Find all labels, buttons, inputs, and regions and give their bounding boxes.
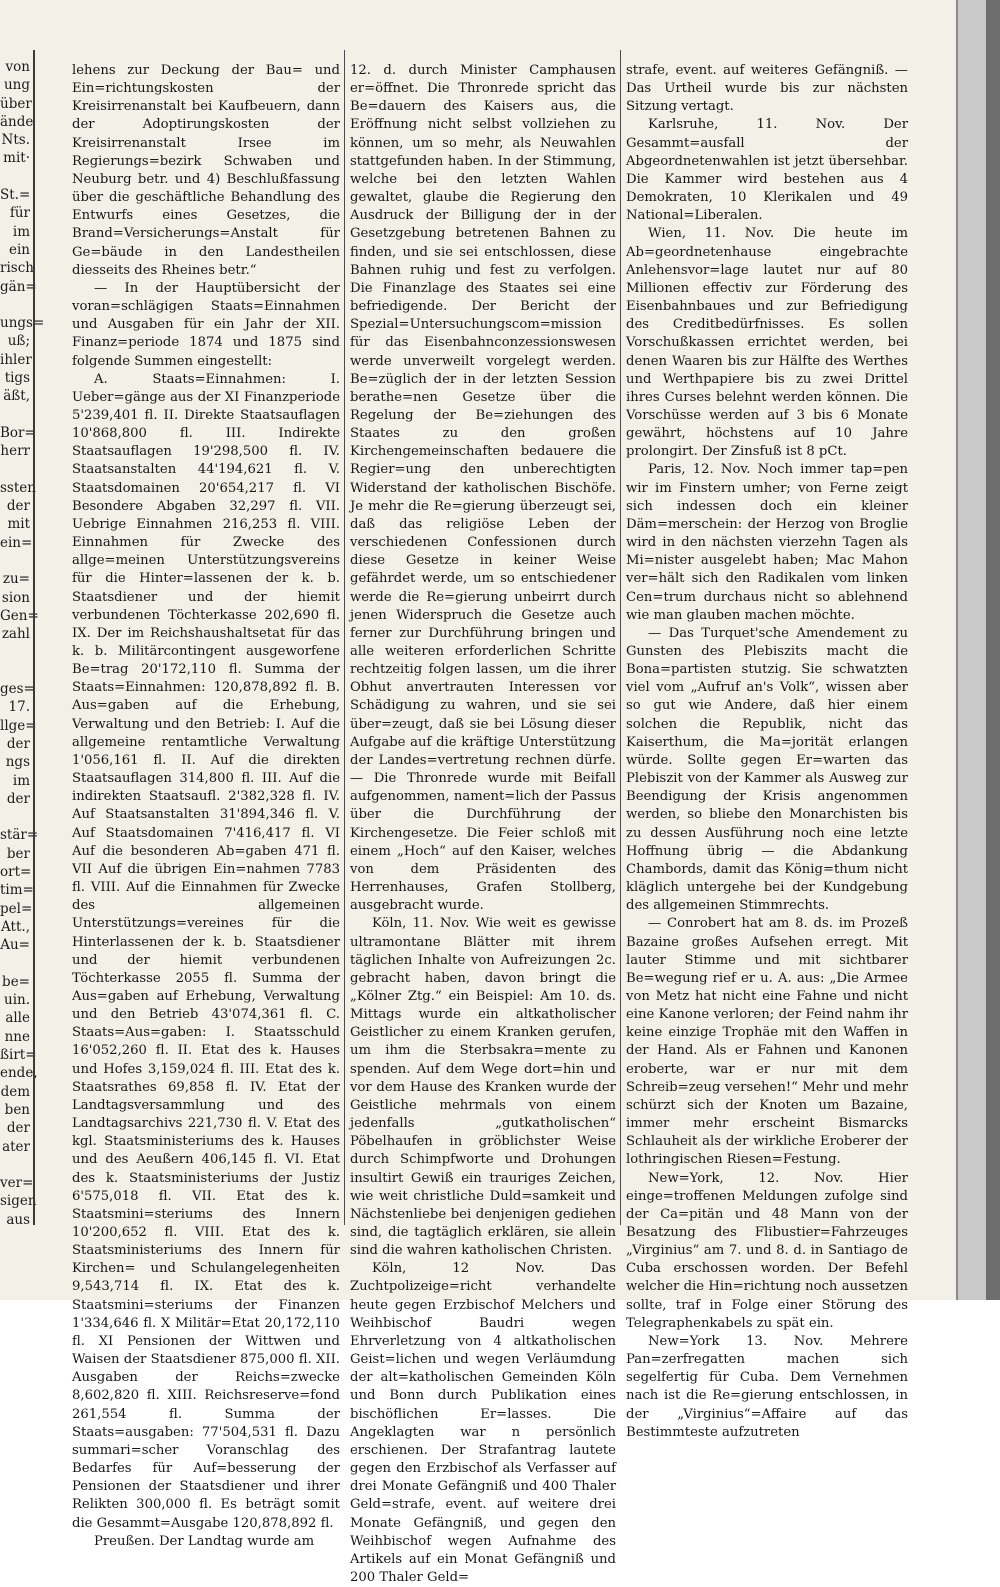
article-paragraph: Wien, 11. Nov. Die heute im Ab=geordnetenhause eingebrachte Anlehensvor=lage lautet nur auf 80 Millionen effectiv zur Förderung des Eisenbahnbaues und zur Befriedigung des Creditbedürfnisses. Es sollen Vorschußkassen errichtet werden, bei denen Waaren bis zur Hälfte des Werthes und Werthpapiere bis zu zwei Drittel ihres Curses belehnt werden können. Die Vorschüsse werden auf 3 bis 6 Monate gewährt, höchstens auf 10 Jahre prolongirt. Der Zinsfuß ist 8 pCt. — [626, 226, 908, 460]
left-fragment-line: alle — [5, 1010, 30, 1027]
left-fragment-line: über — [0, 95, 32, 112]
left-fragment-line: ungs= — [0, 315, 45, 332]
left-fragment-line: St.= — [0, 187, 31, 204]
left-fragment-line — [0, 406, 30, 424]
left-fragment-line: be= — [2, 973, 30, 990]
article-paragraph: A. Staats=Einnahmen: I. Ueber=gänge aus der XI Finanzperiode 5'239,401 fl. II. Direkte Staatsauflagen 10'868,800 fl. III. Indirekte Staatsauflagen 19'298,500 fl. IV. Staatsanstalten 44'194,621 fl. V. Staatsdomainen 20'654,217 fl. VI Besondere Abgaben 32,297 fl. VII. Uebrige Einnahmen 216,253 fl. VIII. Einnahmen für Zwecke des allge=meinen Unterstützungsvereins für die Hinter=lassenen der k. b. Staatsdiener und der hiemit verbundenen Töchterkasse 202,690 fl. IX. Der im Reichshaushaltsetat für das k. b. Militärcontingent ausgeworfene Be=trag 20'172,110 fl. Summa der Staats=Einnahmen: 120,878,892 fl. B. Aus=gaben auf die Erhebung, Verwaltung und den Betrieb: I. Auf die allgemeine rentamtliche Verwaltung 1'056,161 fl. II. Auf die direkten Staatsauflagen 314,800 fl. III. Auf die indirekten Staatsaufl. 2'382,328 fl. IV. Auf Staatsanstalten 31'894,346 fl. V. Auf Staatsdomainen 7'416,417 fl. VI Auf die besonderen Ab=gaben 471 fl. VII Auf die übrigen Ein=nahmen 7783 fl. VIII. Auf die Einnahmen für Zwecke des allgemeinen Unterstützungs=vereines für die Hinterlassenen der k. b. Staatsdiener und der hiemit verbundenen Töchterkasse 2055 fl. Summa der Aus=gaben auf Erhebung, Verwaltung und den Betrieb 43'074,361 fl. C. Staats=Aus=gaben: I. Staatsschuld 16'052,260 fl. II. Etat des k. Hauses und Hofes 3,159,024 fl. III. Etat des k. Staatsrathes 69,858 fl. IV. Etat der Landtagsversammlung und des Landtagsarchivs 221,730 fl. V. Etat des kgl. Staatsministeriums des k. Hauses und des Aeußern 406,145 fl. VI. Etat des k. Staatsministeriums der Justiz 6'575,018 fl. VII. Etat des k. Staatsmini=steriums des Innern 10'200,652 fl. VIII. Etat des k. Staatsministeriums des Innern für Kirchen= und Schulangelegenheiten 9,543,714 fl. IX. Etat des k. Staatsmini=steriums der Finanzen 1'334,646 fl. X Militär=Etat 20,172,110 fl. XI Pensionen der Wittwen und Waisen der Staatsdiener 875,000 fl. XII. Ausgaben der Reichs=zwecke 8,602,820 fl. XIII. Reichsreserve=fond 261,554 fl. Summa der Staats=ausgaben: 77'504,531 fl. Dazu summari=scher Voranschlag des Bedarfes für Auf=besserung der Pensionen der Staatsdiener und ihrer Relikten 300,000 fl. Es beträgt somit die Gesammt=Ausgabe 120,878,892 fl. — [72, 371, 340, 1531]
left-fragment-line: ater — [2, 1138, 30, 1155]
left-fragment-line: von — [5, 59, 30, 75]
left-fragment-line: mit· — [3, 150, 30, 167]
left-fragment-line — [0, 1156, 30, 1174]
left-fragment-line: gän= — [0, 278, 37, 295]
left-fragment-line: aus — [6, 1211, 30, 1228]
left-fragment-line: ges= — [0, 681, 35, 698]
article-paragraph: — Das Turquet'sche Amendement zu Gunsten des Plebiszits macht die Bona=partisten stutzig. Sie schwatzten viel vom „Aufruf an's Volk“, wissen aber so gut wie Andere, daß hier einem solchen die Republik, nicht das Kaiserthum, die Ma=jorität erlangen würde. Sollte gegen Er=warten das Plebiszit von der Kammer als Ausweg zur Beendigung der Krisis angenommen werden, so bliebe den Monarchisten bis zu dessen Ausführung noch eine letzte Hoffnung übrig — die Abdankung Chambords, damit das König=thum nicht kläglich untergehe bei der Kundgebung des allgemeinen Stimmrechts. — [626, 625, 908, 914]
left-fragment-line: im — [12, 772, 30, 789]
left-column-rule — [33, 50, 35, 1225]
left-fragment-line: tim= — [0, 882, 34, 899]
left-fragment-line — [0, 662, 30, 680]
article-paragraph: New=York, 12. Nov. Hier einge=troffenen Meldungen zufolge sind der Ca=pitän und 48 Mann von der Besatzung des Flibustier=Fahrzeuges „Virginius“ am 7. und 8. d. in Santiago de Cuba erschossen worden. Der Befehl welcher die Hin=richtung noch aussetzen sollte, traf in Folge einer Störung des Telegraphenkabels zu spät ein. — [626, 1170, 908, 1331]
left-fragment-line: der — [6, 735, 30, 752]
left-fragment-line — [0, 552, 30, 570]
left-fragment-line — [0, 644, 30, 662]
left-fragment-line: tigs — [4, 370, 30, 387]
left-fragment-line: zu= — [2, 571, 30, 588]
left-fragment-line: der — [6, 498, 30, 515]
left-fragment-line: ssten — [0, 479, 36, 496]
article-column-2 — [350, 62, 616, 1585]
left-fragment-line: dem — [0, 1083, 30, 1100]
article-paragraph: strafe, event. auf weiteres Gefängniß. — Das Urtheil wurde bis zur nächsten Sitzung vertagt. — [626, 63, 908, 115]
left-fragment-line: ein= — [0, 534, 33, 551]
left-fragment-line — [0, 296, 30, 314]
left-fragment-line: äßt, — [3, 388, 30, 405]
page-edge-shadow — [956, 0, 1000, 1300]
left-fragment-line: Au= — [0, 937, 30, 954]
left-fragment-line: ver= — [0, 1175, 34, 1192]
left-fragment-line: risch — [0, 260, 34, 277]
article-paragraph: Preußen. Der Landtag wurde am — [94, 1533, 315, 1549]
article-paragraph: — In der Hauptübersicht der voran=schlägigen Staats=Einnahmen und Ausgaben für ein Jahr der XII. Finanz=periode 1874 und 1875 sind folgende Summen eingestellt: — [72, 280, 340, 369]
left-fragment-line: im — [12, 223, 30, 240]
left-fragment-line: ßirt= — [0, 1047, 37, 1064]
left-fragment-line: uin. — [4, 992, 30, 1009]
left-fragment-line: der — [6, 1120, 30, 1137]
article-paragraph: Köln, 11. Nov. Wie weit es gewisse ultramontane Blätter mit ihrem täglichen Inhalte von Aufreizungen 2c. gebracht haben, davon bringt die „Kölner Ztg.“ ein Beispiel: Am 10. ds. Mittags wurde ein altkatholischer Geistlicher zu einem Kranken gerufen, um ihm die Sterbsakra=mente zu spenden. Auf dem Wege dort=hin und vor dem Hause des Kranken wurde der Geistliche mehrmals von einem jedenfalls „gutkatholischen“ Pöbelhaufen in gröblichster Weise durch Schimpfworte und Drohungen insultirt Gewiß ein trauriges Zeichen, wie weit christliche Duld=samkeit und Nächstenliebe bei denjenigen gediehen sind, die tagtäglich erklären, sie allein sind die wahren katholischen Christen. — [350, 916, 616, 1259]
article-paragraph: Karlsruhe, 11. Nov. Der Gesammt=ausfall der Abgeordnetenwahlen ist jetzt übersehbar. Die Kammer wird bestehen aus 4 Demokraten, 10 Klerikalen und 49 National=Liberalen. — [626, 117, 908, 224]
left-fragment-line: pel= — [0, 900, 33, 917]
article-paragraph: New=York 13. Nov. Mehrere Pan=zerfregatten machen sich segelfertig für Cuba. Dem Vernehmen nach ist die Re=gierung entschlossen, in der „Virginius“=Affaire auf das Bestimmteste aufzutreten — [626, 1333, 908, 1440]
left-fragment-line — [0, 461, 30, 479]
left-fragment-line: mit — [7, 516, 30, 533]
left-fragment-line: ein — [8, 241, 30, 258]
left-fragment-line: ände — [0, 113, 34, 130]
left-fragment-line: Att., — [1, 918, 30, 935]
article-column-3 — [626, 62, 908, 1440]
left-fragment-line: Bor= — [0, 424, 36, 441]
left-fragment-line: für — [9, 205, 30, 222]
article-paragraph: lehens zur Deckung der Bau= und Ein=richtungskosten der Kreisirrenanstalt bei Kaufbeuern, dann der Adoptirungskosten der Kreisirrenanstalt Irsee im Regierungs=bezirk Schwaben und Neuburg betr. und 4) Beschlußfassung über die geschäftliche Behandlung des Entwurfs eines Gesetzes, die Brand=Versicherungs=Anstalt für Ge=bäude in den Landestheilen diesseits des Rheines betr.“ — [72, 63, 340, 278]
column-rule-2 — [620, 50, 621, 1225]
column-rule-1 — [344, 50, 345, 1225]
left-fragment-line: nne — [4, 1028, 30, 1045]
left-fragment-line: ort= — [0, 864, 32, 881]
left-fragment-line: Gen= — [0, 607, 39, 624]
left-column-fragments — [0, 58, 45, 1228]
article-paragraph: Köln, 12 Nov. Das Zuchtpolizeige=richt verhandelte heute gegen Erzbischof Melchers und Weihbischof Baudri wegen Ehrverletzung von 4 altkatholischen Geist=lichen und wegen Verläumdung der alt=katholischen Gemeinden Köln und Bonn durch Publikation eines bischöflichen Er=lasses. Die Angeklagten war n persönlich erschienen. Der Strafantrag lautete gegen den Erzbischof als Verfasser auf drei Monate Gefängniß und 400 Thaler Geld=strafe, event. auf weitere drei Monate Gefängniß, und gegen den Weihbischof wegen Aufnahme des Artikels auf ein Monat Gefängniß und 200 Thaler Geld= — [350, 1261, 616, 1585]
left-fragment-line: uß; — [7, 333, 30, 350]
left-fragment-line — [0, 955, 30, 973]
left-fragment-line: 17. — [8, 699, 30, 716]
left-fragment-line: der — [6, 790, 30, 807]
article-paragraph: Paris, 12. Nov. Noch immer tap=pen wir im Finstern umher; von Ferne zeigt sich indessen doch ein kleiner Däm=merschein: der Herzog von Broglie wird in den nächsten vierzehn Tagen als Mi=nister ausgelebt haben; Mac Mahon ver=hält sich den Radikalen vom linken Cen=trum durchaus nicht so ablehnend wie man glauben machen möchte. — [626, 462, 908, 623]
left-fragment-line: ung — [3, 77, 30, 94]
left-fragment-line: sigen — [0, 1193, 37, 1210]
left-fragment-line — [0, 808, 30, 826]
left-fragment-line: ende, — [0, 1065, 38, 1082]
left-fragment-line: Nts. — [1, 132, 30, 149]
left-fragment-line: herr — [0, 443, 30, 460]
left-fragment-line: ngs — [5, 754, 30, 771]
left-fragment-line: sion — [1, 589, 30, 606]
article-paragraph: — Conrobert hat am 8. ds. im Prozeß Bazaine großes Aufsehen erregt. Mit lauter Stimme und mit sichtbarer Be=wegung rief er u. A. aus: „Die Armee von Metz hat nicht eine Fahne und nicht eine Kanone verloren; der Feind nahm ihr keine einzige Trophäe mit den Waffen in der Hand. Als er Fahnen und Kanonen eroberte, war er nur mit dem Schreib=zeug versehen!“ Mehr und mehr schürzt sich der Knoten um Bazaine, immer mehr erscheint Bismarcks Schlauheit als der wirkliche Eroberer der lothringischen Riesen=Festung. — [626, 916, 908, 1168]
left-fragment-line: zahl — [1, 626, 30, 643]
article-paragraph: 12. d. durch Minister Camphausen er=öffnet. Die Thronrede spricht das Be=dauern des Kaisers aus, die Eröffnung nicht selbst vollziehen zu können, um so mehr, als Neuwahlen stattgefunden haben. In der Stimmung, welche bei den letzten Wahlen gewaltet, glaube die Regierung den Ausdruck der Billigung der in der Gesetzgebung betretenen Bahnen zu finden, und sie sei entschlossen, diese Bahnen ruhig und fest zu verfolgen. Die Finanzlage des Staates sei eine befriedigende. Der Bericht der Spezial=Untersuchungscom=mission für das Eisenbahnconzessionswesen werde unverweilt vorgelegt werden. Be=züglich der in der letzten Session berathe=nen Gesetze über die Regelung der Be=ziehungen des Staates zu den großen Kirchengemeinschaften bedauere die Regier=ung den unberechtigten Widerstand der katholischen Bischöfe. Je mehr die Re=gierung überzeugt sei, daß das religiöse Leben der verschiedenen Confessionen durch diese Gesetze in keiner Weise gefährdet werde, um so entschiedener werde die Re=gierung unbeirrt durch jenen Widerspruch die Gesetze auch ferner zur Durchführung bringen und alle weiteren erforderlichen Schritte rechtzeitig folgen lassen, um die ihrer Obhut anvertrauten Interessen vor Schädigung zu wahren, und sie sei über=zeugt, daß sie bei Lösung dieser Aufgabe auf die kräftige Unterstützung der Landes=vertretung rechnen dürfe. — Die Thronrede wurde mit Beifall aufgenommen, nament=lich der Passus über die Durchführung der Kirchengesetze. Die Feier schloß mit einem „Hoch“ auf den Kaiser, welches von dem Präsidenten des Herrenhauses, Grafen Stollberg, ausgebracht wurde. — [350, 63, 616, 914]
article-column-1 — [72, 62, 340, 1549]
left-fragment-line: ihler — [0, 351, 32, 368]
left-fragment-line — [0, 168, 30, 186]
left-fragment-line: llge= — [0, 717, 37, 734]
left-fragment-line: ber — [6, 845, 30, 862]
left-fragment-line: stär= — [0, 827, 39, 844]
left-fragment-line: ben — [4, 1101, 30, 1118]
